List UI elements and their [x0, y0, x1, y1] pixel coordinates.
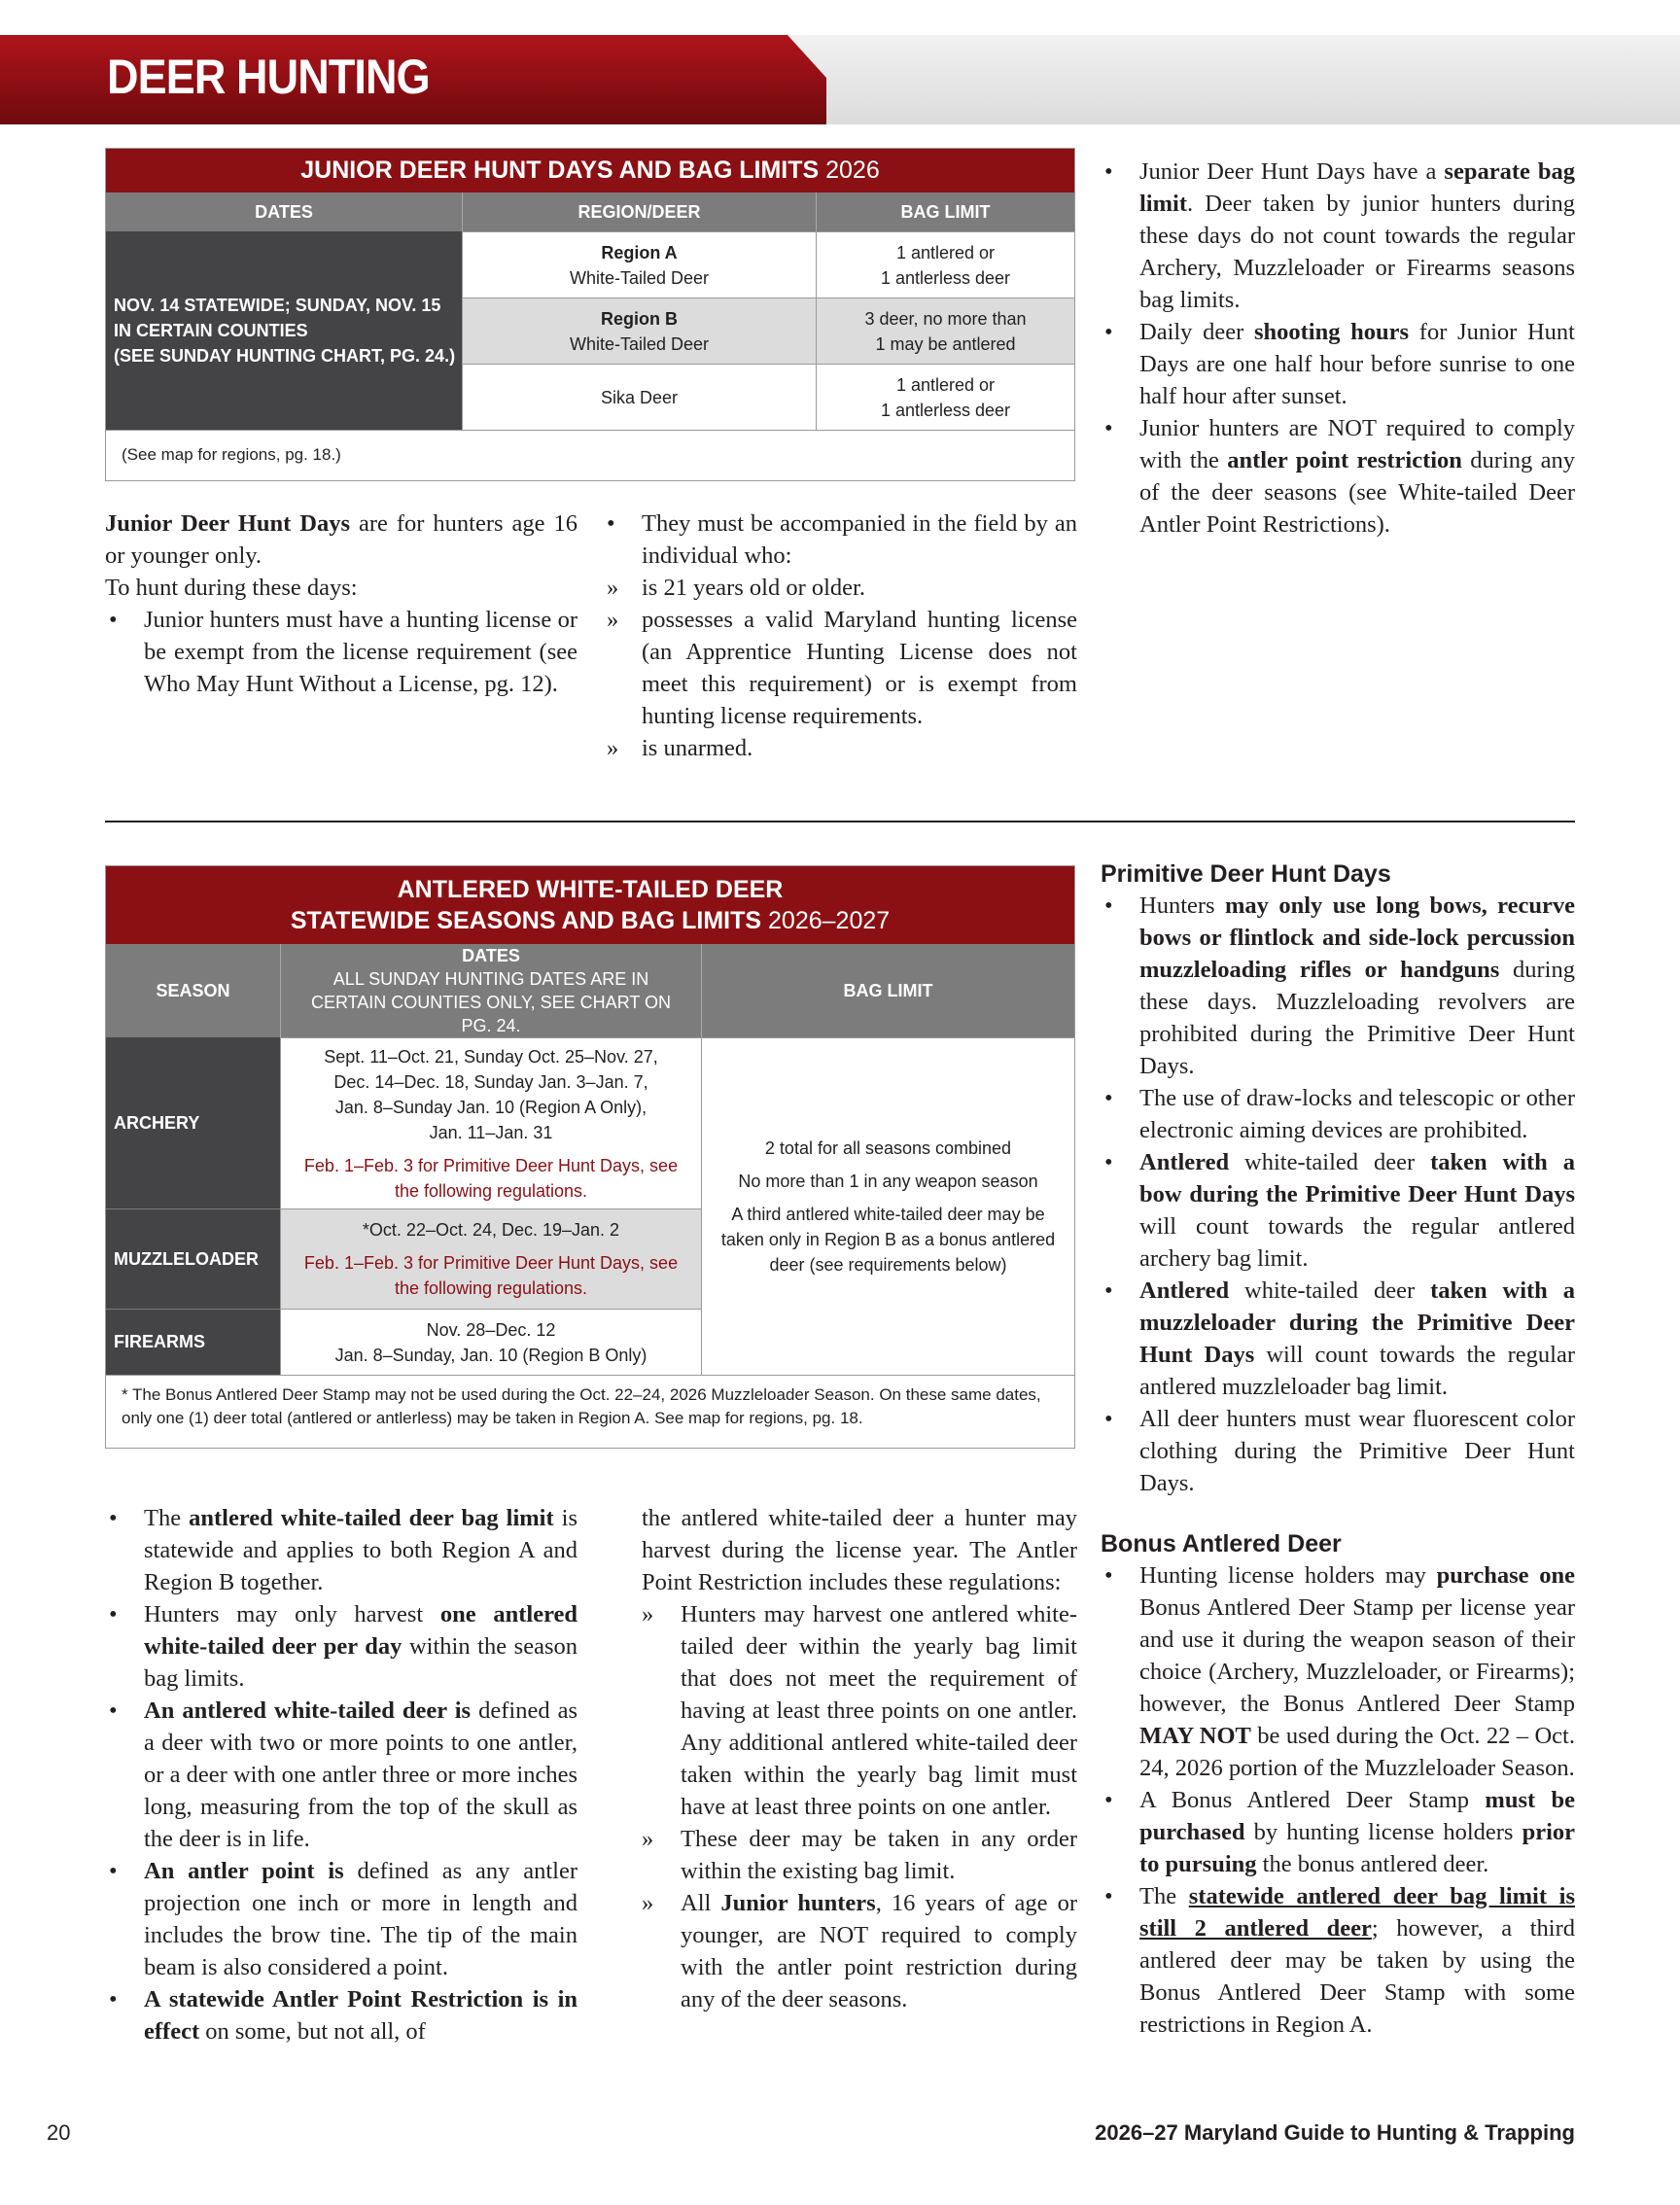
list-item: • All deer hunters must wear fluorescent color clothing during the Primitive Deer Hunt Days. [1104, 1406, 1575, 1496]
junior-table [105, 148, 1075, 481]
list-item: » is 21 years old or older. [607, 575, 865, 601]
table-row: 1 antlered or 1 antlerless deer [816, 231, 1074, 298]
junior-text-col1: Junior Deer Hunt Days are for hunters age 16 or younger only. To hunt during these days: • Junior hunters must have a hunting license or be exempt from the license requirement (see Who May Hunt Without a License, pg. 12). [105, 508, 578, 700]
list-item: • Junior Deer Hunt Days have a separate bag limit. Deer taken by junior hunters during these days do not count towards the regular Archery, Muzzleloader or Firearms seasons bag limits. [1104, 158, 1575, 313]
list-item: • An antlered white-tailed deer is defined as a deer with two or more points to one antler, or a deer with one antler three or more inches long, measuring from the top of the skull as the deer is in life. [109, 1698, 578, 1852]
list-item: » These deer may be taken in any order within the existing bag limit. [642, 1826, 1077, 1884]
junior-table-note: (See map for regions, pg. 18.) [106, 430, 1074, 478]
firearms-dates: Nov. 28–Dec. 12 Jan. 8–Sunday, Jan. 10 (Region B Only) [280, 1309, 701, 1375]
list-item: • The use of draw-locks and telescopic or other electronic aiming devices are prohibited. [1104, 1085, 1575, 1143]
list-item: • Hunters may only use long bows, recurve bows or flintlock and side-lock percussion muzzleloading rifles or handguns during these days. Muzzleloading revolvers are prohibited during the Primitive Deer Hunt Days. [1104, 892, 1575, 1079]
antlered-table-title: ANTLERED WHITE-TAILED DEER STATEWIDE SEASONS AND BAG LIMITS 2026–2027 [106, 866, 1074, 944]
col-header-dates: DATES [106, 192, 462, 231]
antlered-table [105, 865, 1075, 1449]
list-item: • Junior hunters must have a hunting license or be exempt from the license requirement (see Who May Hunt Without a License, pg. 12). [109, 607, 578, 697]
junior-text-right [1101, 156, 1575, 541]
list-item: • A Bonus Antlered Deer Stamp must be purchased by hunting license holders prior to pursuing the bonus antlered deer. [1104, 1787, 1576, 1877]
list-item: • Daily deer shooting hours for Junior Hunt Days are one half hour before sunrise to one half hour after sunset. [1104, 319, 1575, 409]
primitive-heading: Primitive Deer Hunt Days [1101, 860, 1391, 888]
antlered-table-footnote: * The Bonus Antlered Deer Stamp may not be used during the Oct. 22–24, 2026 Muzzleloader Season. On these same dates, only one (1) deer total (antlered or antlerless) may be taken in Region A. See map for regions, pg. 18. [106, 1375, 1074, 1450]
col-header-bag: BAG LIMIT [816, 192, 1074, 231]
col-header-region: REGION/DEER [462, 192, 816, 231]
section-divider [105, 821, 1575, 822]
junior-text-col2 [603, 508, 1077, 764]
col-header-dates: DATES ALL SUNDAY HUNTING DATES ARE IN CERTAIN COUNTIES ONLY, SEE CHART ON PG. 24. [280, 944, 701, 1037]
bag-limit-cell: 2 total for all seasons combined No more than 1 in any weapon season A third antlered white-tailed deer may be taken only in Region B as a bonus antlered deer (see requirements below) [701, 1037, 1074, 1375]
list-item: • Hunting license holders may purchase one Bonus Antlered Deer Stamp per license year and use it during the weapon season of their choice (Archery, Muzzleloader, or Firearms); however, the Bonus Antlered Deer Stamp MAY NOT be used during the Oct. 22 – Oct. 24, 2026 portion of the Muzzleloader Season. [1104, 1562, 1576, 1781]
col-header-season: SEASON [106, 944, 280, 1037]
list-item: • An antler point is defined as any antler projection one inch or more in length and includes the brow tine. The tip of the main beam is also considered a point. [109, 1858, 578, 1980]
bag-text-col2: the antlered white-tailed deer a hunter may harvest during the license year. The Antler Point Restriction includes these regulations: » Hunters may harvest one antlered white-tailed deer within the yearly bag limit that does not meet the requirement of having at least three points on one antler. Any additional antlered white-tailed deer taken within the yearly bag limit must have at least three points on one antler. » These deer may be taken in any order within the existing bag limit. » All Junior hunters, 16 years of age or younger, are NOT required to comply with the antler point restriction during any of the deer seasons. [642, 1502, 1077, 2015]
table-row: Sika Deer [462, 364, 816, 430]
table-row: Region B White-Tailed Deer [462, 298, 816, 364]
footer-title: 2026–27 Maryland Guide to Hunting & Trapping [1095, 2120, 1575, 2145]
list-item: • The statewide antlered deer bag limit is still 2 antlered deer; however, a third antlered deer may be taken by using the Bonus Antlered Deer Stamp with some restrictions in Region A. [1104, 1883, 1575, 2038]
junior-dates-cell: NOV. 14 STATEWIDE; SUNDAY, NOV. 15 IN CERTAIN COUNTIES (SEE SUNDAY HUNTING CHART, PG. 24.) [106, 231, 462, 430]
season-muzzleloader: MUZZLELOADER [106, 1208, 280, 1309]
list-item: • A statewide Antler Point Restriction is in effect on some, but not all, of [109, 1986, 578, 2045]
bag-text-col1 [105, 1502, 578, 2048]
table-row: 1 antlered or 1 antlerless deer [816, 364, 1074, 430]
list-item: » is unarmed. [607, 735, 753, 761]
table-row: 3 deer, no more than 1 may be antlered [816, 298, 1074, 364]
list-item: • Hunters may only harvest one antlered white-tailed deer per day within the season bag limits. [109, 1601, 578, 1692]
table-row: Region A White-Tailed Deer [462, 231, 816, 298]
list-item: • The antlered white-tailed deer bag limit is statewide and applies to both Region A and Region B together. [109, 1505, 578, 1595]
right-col-lower [1101, 858, 1575, 2041]
col-header-bag: BAG LIMIT [701, 944, 1074, 1037]
junior-table-title: JUNIOR DEER HUNT DAYS AND BAG LIMITS 2026 [106, 149, 1074, 192]
season-archery: ARCHERY [106, 1037, 280, 1208]
bonus-heading: Bonus Antlered Deer [1101, 1530, 1342, 1558]
list-item: » possesses a valid Maryland hunting license (an Apprentice Hunting License does not meet this requirement) or is exempt from hunting license requirements. [607, 607, 1077, 729]
list-item: • Antlered white-tailed deer taken with a muzzleloader during the Primitive Deer Hunt Days will count towards the regular antlered muzzleloader bag limit. [1104, 1278, 1575, 1400]
page-number: 20 [47, 2120, 71, 2145]
page-title: DEER HUNTING [107, 50, 430, 104]
list-item: • They must be accompanied in the field by an individual who: [607, 510, 1077, 569]
list-item: » Hunters may harvest one antlered white-tailed deer within the yearly bag limit that does not meet the requirement of having at least three points on one antler. Any additional antlered white-tailed deer taken within the yearly bag limit must have at least three points on one antler. [642, 1601, 1077, 1820]
muzzleloader-dates: *Oct. 22–Oct. 24, Dec. 19–Jan. 2 Feb. 1–Feb. 3 for Primitive Deer Hunt Days, see the following regulations. [280, 1208, 701, 1309]
archery-dates: Sept. 11–Oct. 21, Sunday Oct. 25–Nov. 27, Dec. 14–Dec. 18, Sunday Jan. 3–Jan. 7, Jan. 8–Sunday Jan. 10 (Region A Only), Jan. 11–Jan. 31 Feb. 1–Feb. 3 for Primitive Deer Hunt Days, see the following regulations. [280, 1037, 701, 1208]
season-firearms: FIREARMS [106, 1309, 280, 1375]
list-item: • Junior hunters are NOT required to comply with the antler point restriction during any of the deer seasons (see White-tailed Deer Antler Point Restrictions). [1104, 415, 1575, 538]
list-item: • Antlered white-tailed deer taken with a bow during the Primitive Deer Hunt Days will count towards the regular antlered archery bag limit. [1104, 1149, 1575, 1272]
list-item: » All Junior hunters, 16 years of age or younger, are NOT required to comply with the antler point restriction during any of the deer seasons. [642, 1890, 1077, 2012]
